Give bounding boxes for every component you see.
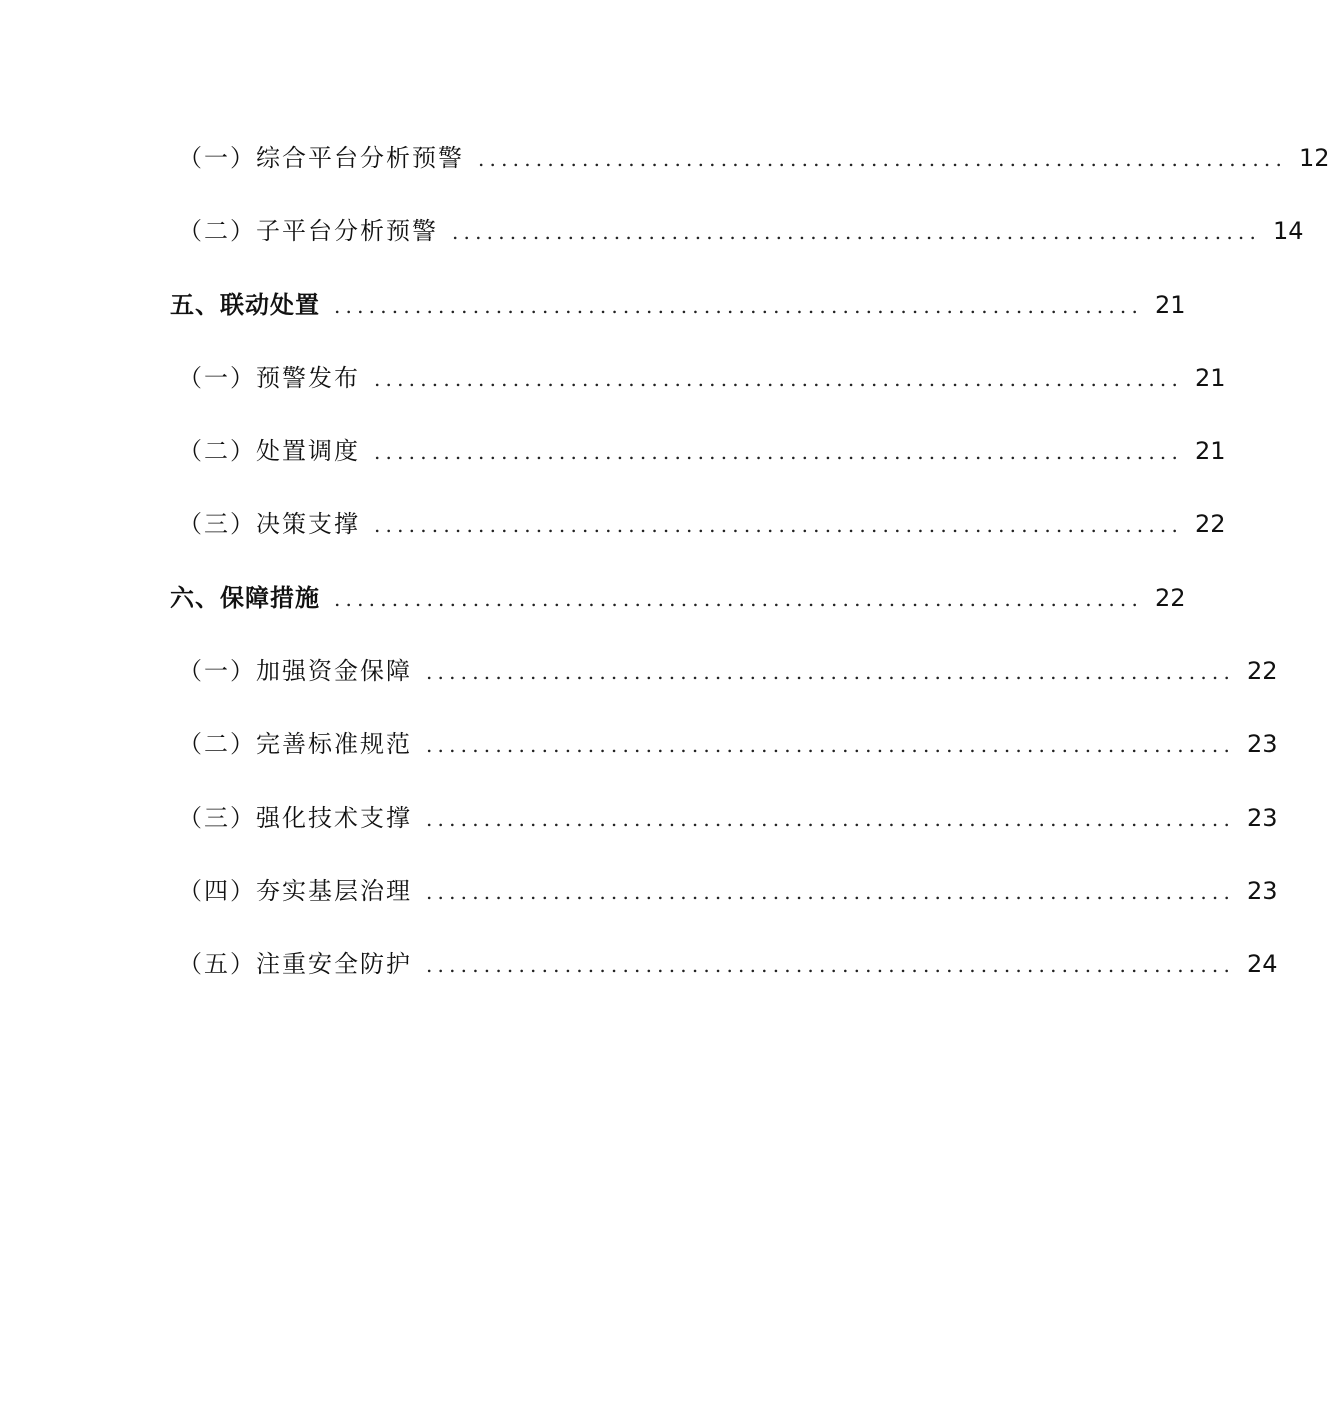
toc-entry-title: 五、联动处置	[170, 290, 320, 319]
toc-entry[interactable]	[170, 211, 1304, 284]
toc-entry[interactable]	[170, 431, 1226, 504]
toc-entry-page: 21	[1155, 290, 1186, 319]
toc-entry-title: （一）综合平台分析预警	[178, 144, 464, 172]
toc-entry-page: 23	[1247, 803, 1278, 832]
dot-leader: ......................................................................	[334, 293, 1144, 318]
toc-entry-section[interactable]	[170, 578, 1186, 651]
toc-entry[interactable]	[170, 798, 1278, 871]
toc-entry[interactable]	[170, 871, 1278, 944]
toc-entry[interactable]	[170, 944, 1278, 1017]
toc-entry[interactable]	[170, 138, 1330, 211]
dot-leader: ......................................................................	[426, 733, 1236, 758]
toc-entry[interactable]	[170, 651, 1278, 724]
toc-entry[interactable]	[170, 358, 1226, 431]
toc-entry[interactable]	[170, 504, 1226, 577]
dot-leader: ......................................................................	[426, 879, 1236, 904]
dot-leader: ......................................................................	[374, 440, 1184, 465]
toc-entry-page: 21	[1195, 437, 1226, 466]
toc-entry[interactable]	[170, 724, 1278, 797]
toc-entry-title: （三）强化技术支撑	[178, 803, 412, 832]
toc-entry-page: 21	[1195, 363, 1226, 392]
toc-entry-page: 14	[1273, 217, 1304, 246]
toc-entry-page: 12	[1299, 144, 1330, 172]
toc-entry-title: 六、保障措施	[170, 583, 320, 612]
dot-leader: ......................................................................	[426, 806, 1236, 831]
toc-entry-title: （二）子平台分析预警	[178, 217, 438, 246]
dot-leader: ......................................................................	[334, 586, 1144, 611]
dot-leader: ......................................................................	[478, 147, 1288, 171]
toc-entry-page: 24	[1247, 950, 1278, 979]
toc-entry-page: 23	[1247, 730, 1278, 759]
dot-leader: ......................................................................	[374, 513, 1184, 538]
toc-entry-title: （二）完善标准规范	[178, 730, 412, 759]
toc-entry-section[interactable]	[170, 285, 1186, 358]
toc-entry-title: （二）处置调度	[178, 437, 360, 466]
toc-entry-page: 22	[1195, 510, 1226, 539]
table-of-contents	[170, 138, 1330, 1018]
toc-entry-title: （一）加强资金保障	[178, 657, 412, 686]
dot-leader: ......................................................................	[374, 366, 1184, 391]
toc-entry-title: （三）决策支撑	[178, 510, 360, 539]
dot-leader: ......................................................................	[426, 660, 1236, 685]
dot-leader: ......................................................................	[426, 953, 1236, 978]
dot-leader: ......................................................................	[452, 220, 1262, 245]
toc-entry-page: 23	[1247, 876, 1278, 905]
toc-entry-title: （一）预警发布	[178, 363, 360, 392]
toc-entry-title: （五）注重安全防护	[178, 950, 412, 979]
toc-entry-page: 22	[1155, 583, 1186, 612]
toc-entry-title: （四）夯实基层治理	[178, 876, 412, 905]
toc-entry-page: 22	[1247, 657, 1278, 686]
